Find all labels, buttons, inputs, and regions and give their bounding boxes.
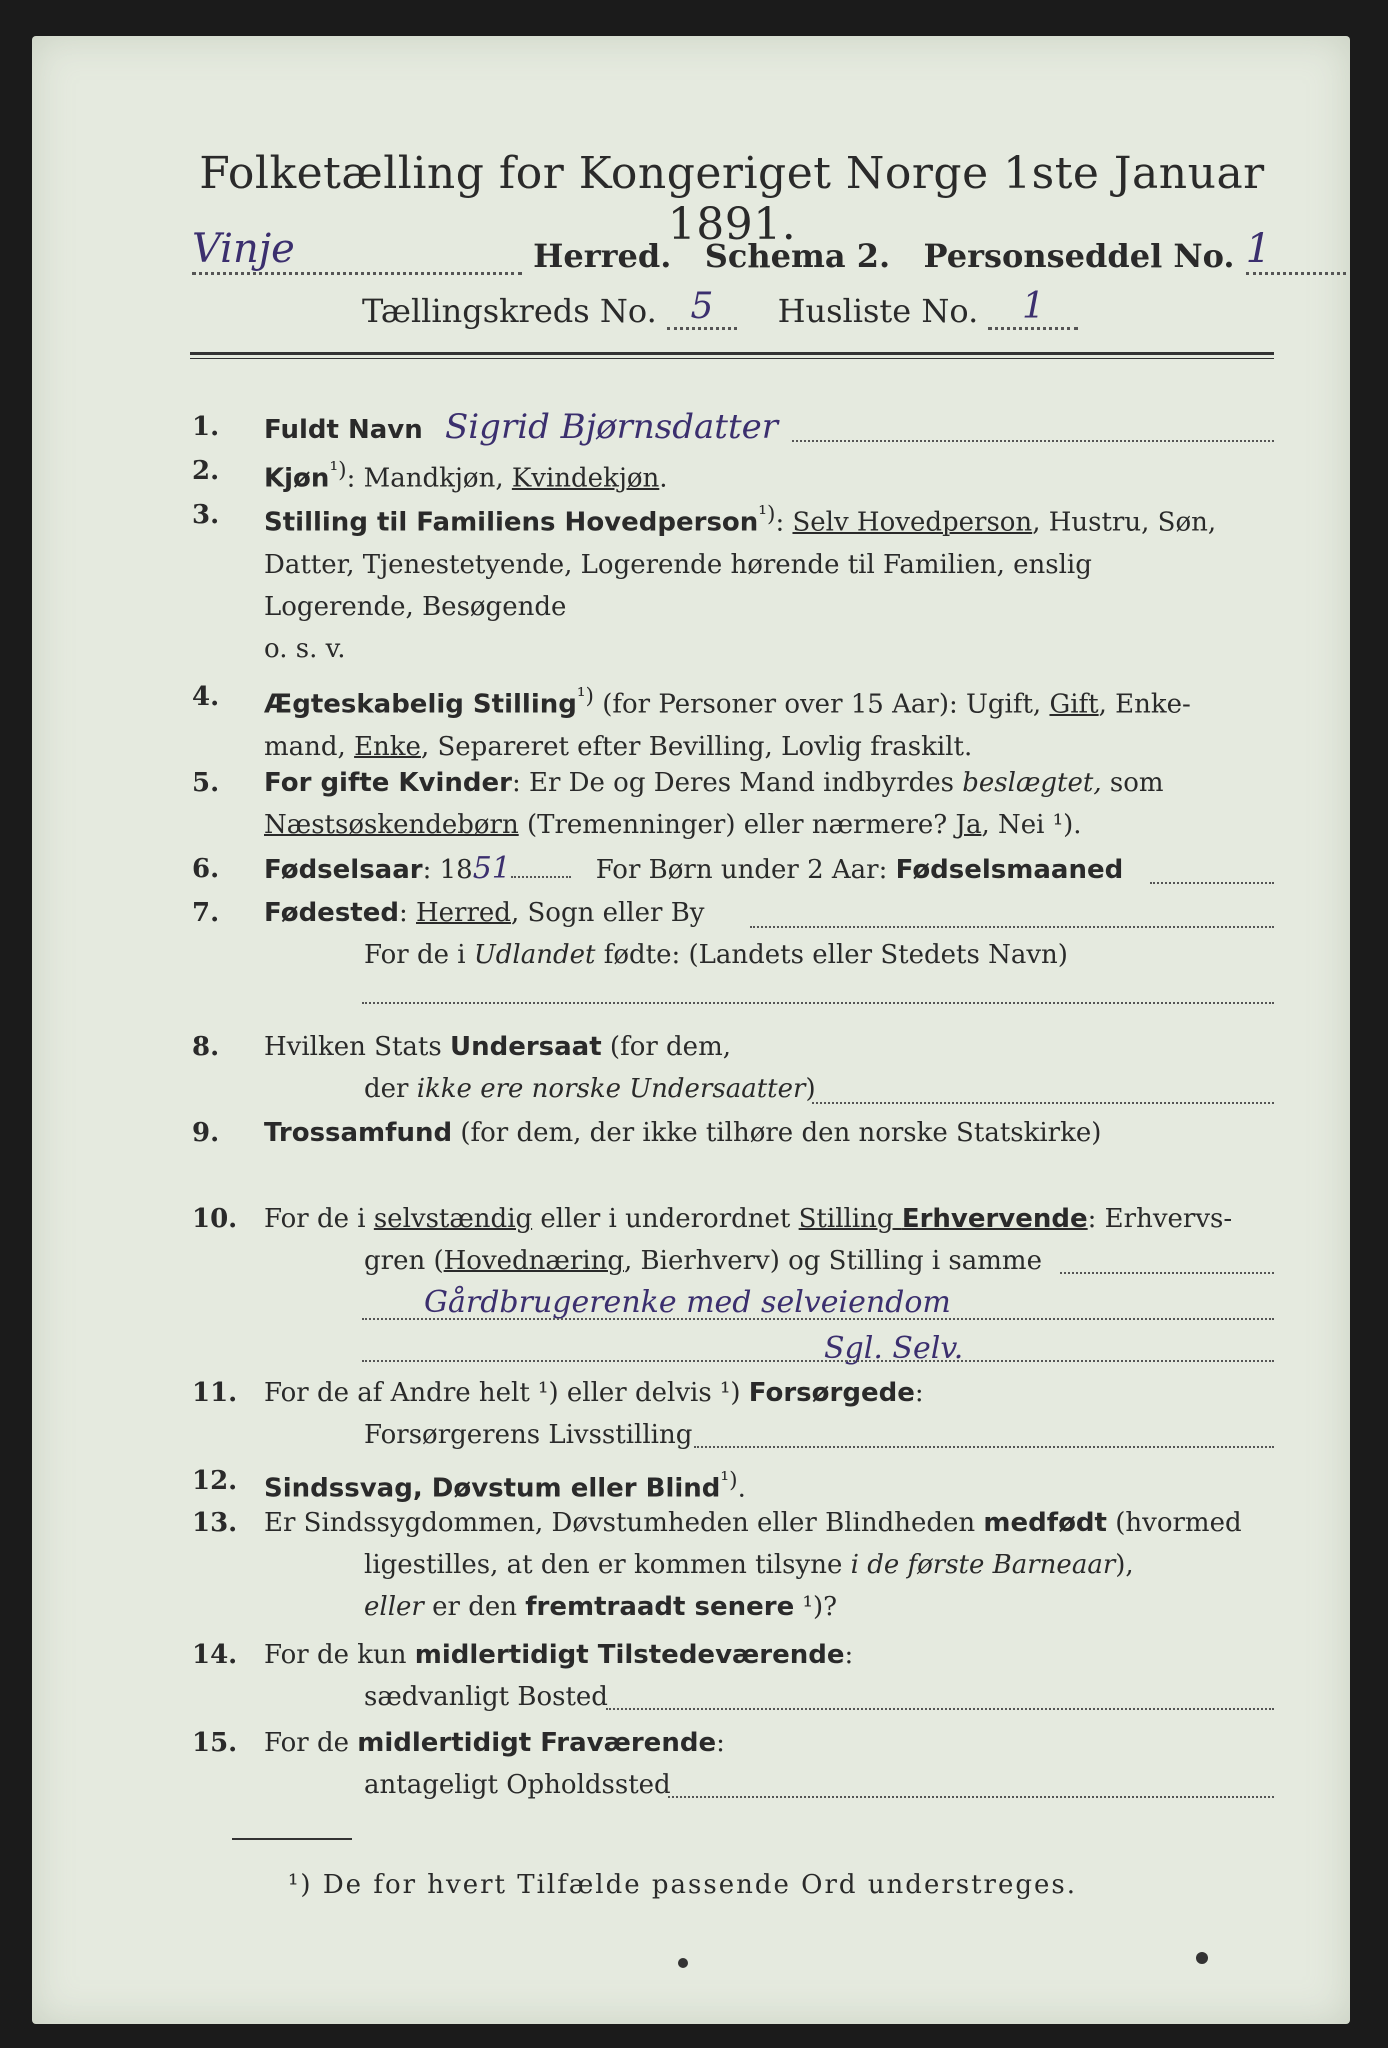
item-label: Sindssvag, Døvstum eller Blind: [264, 1473, 721, 1504]
item-text: Hvilken Stats: [264, 1032, 450, 1062]
dotted-line: [362, 1360, 1274, 1362]
footnote-ref: ¹): [329, 458, 347, 483]
item-text: For de i: [364, 940, 474, 970]
item-text: (for dem,: [601, 1032, 731, 1062]
item-9: [192, 1112, 1274, 1154]
dotted-line: [1150, 882, 1274, 884]
item-label: fremtraadt senere: [525, 1592, 795, 1622]
item-number: 1.: [192, 412, 220, 442]
item-text: .: [659, 463, 668, 494]
item-text: (for Personer over 15 Aar): Ugift,: [594, 689, 1050, 720]
item-label: midlertidigt Fraværende: [357, 1728, 717, 1758]
item-text: For de af Andre helt ¹) eller delvis ¹): [264, 1378, 749, 1408]
item-text: (Tremenninger) eller nærmere?: [518, 810, 956, 840]
item-text: :: [844, 1640, 854, 1670]
item-text: :: [398, 898, 416, 928]
header-rule: [190, 352, 1274, 359]
item-text: Er Sindssygdommen, Døvstumheden eller Blindheden: [264, 1508, 984, 1538]
item-text: .: [737, 1473, 746, 1504]
item-text: , Separeret efter Bevilling, Lovlig fraskilt.: [420, 731, 973, 762]
dotted-line: [750, 926, 1274, 928]
item-number: 8.: [192, 1032, 220, 1062]
item-label: Erhvervende: [901, 1204, 1088, 1234]
item-text: , Hustru, Søn,: [1032, 507, 1217, 538]
underlined-option: Herred: [416, 898, 511, 928]
item-text: ikke ere norske Undersaatter: [416, 1074, 806, 1104]
birth-year-value: 51: [472, 851, 511, 886]
item-text: ligestilles, at den er kommen tilsyne: [364, 1550, 851, 1580]
item-number: 13.: [192, 1508, 238, 1538]
header-row-herred: [192, 226, 1272, 275]
item-15: [192, 1722, 1274, 1806]
item-3: [192, 494, 1274, 670]
item-text: mand,: [264, 731, 355, 762]
item-text: o. s. v.: [264, 633, 346, 664]
underlined-option: Hovednæring: [443, 1246, 624, 1276]
item-text: ): [805, 1074, 816, 1104]
item-2: [192, 450, 1274, 500]
item-label: Fødselsmaaned: [895, 855, 1124, 885]
item-4: [192, 676, 1274, 768]
item-6: [192, 848, 1274, 891]
item-label: Undersaat: [449, 1032, 602, 1062]
dotted-line: [362, 1318, 1274, 1320]
item-text: , Nei ¹).: [981, 810, 1082, 840]
item-5: [192, 762, 1274, 846]
item-text: : Erhvervs-: [1087, 1204, 1233, 1234]
dotted-line: [792, 440, 1274, 442]
item-text: :: [775, 507, 793, 538]
item-text: gren (: [364, 1246, 444, 1276]
item-text: der: [364, 1074, 417, 1104]
herred-label: Herred.: [533, 237, 672, 275]
dotted-line: [1060, 1272, 1274, 1274]
item-text: sædvanligt Bosted: [364, 1682, 608, 1712]
item-text: som: [1101, 768, 1164, 798]
item-text: Logerende, Besøgende: [264, 591, 567, 622]
item-text: eller i underordnet: [532, 1204, 799, 1234]
underlined-option: selvstændig: [373, 1204, 533, 1234]
item-number: 10.: [192, 1204, 238, 1234]
item-label: Fødselsaar: [264, 855, 423, 885]
item-number: 4.: [192, 682, 220, 712]
item-10: [192, 1198, 1274, 1374]
personseddel-field: [1246, 226, 1346, 275]
item-label: Fuldt Navn: [264, 415, 423, 445]
underlined-option: Kvindekjøn: [511, 463, 660, 494]
underlined-option: Gift: [1049, 689, 1099, 720]
form-title: Folketælling for Kongeriget Norge 1ste Januar 1891.: [199, 148, 1265, 250]
item-text: : 18: [422, 855, 473, 885]
kreds-field: [667, 286, 737, 330]
footnote-ref: ¹): [758, 502, 776, 527]
item-label: Forsørgede: [748, 1378, 915, 1408]
occupation-value: Gårdbrugerenke med selveiendom: [424, 1285, 951, 1320]
item-13: [192, 1502, 1274, 1628]
item-label: For gifte Kvinder: [264, 768, 512, 798]
schema-label: Schema 2.: [704, 237, 891, 275]
item-1: [192, 406, 1274, 451]
footnote-ref: ¹): [720, 1468, 738, 1493]
item-text: : Er De og Deres Mand indbyrdes: [511, 768, 963, 798]
dotted-line: [668, 1796, 1274, 1798]
item-text: , Sogn eller By: [510, 898, 705, 928]
kreds-value: 5: [690, 286, 714, 327]
item-number: 14.: [192, 1640, 238, 1670]
item-number: 6.: [192, 854, 220, 884]
ink-spot: [678, 1958, 688, 1968]
ink-spot: [1196, 1952, 1208, 1964]
item-label: midlertidigt Tilstedeværende: [414, 1640, 845, 1670]
item-14: [192, 1634, 1274, 1718]
husliste-field: [988, 286, 1078, 330]
dotted-line: [812, 1102, 1274, 1104]
kreds-label: Tællingskreds No.: [362, 292, 657, 330]
item-text: fødte: (Landets eller Stedets Navn): [595, 940, 1068, 970]
underlined-option: Selv Hovedperson: [792, 507, 1033, 538]
dotted-line: [694, 1446, 1274, 1448]
item-text: , Bierhverv) og Stilling i samme: [624, 1246, 1042, 1276]
item-text: For de: [264, 1728, 358, 1758]
item-text: Udlandet: [473, 940, 596, 970]
item-label: Kjøn: [264, 463, 330, 494]
item-text: :: [716, 1728, 725, 1758]
item-label: medfødt: [983, 1508, 1107, 1538]
item-text: , Enke-: [1098, 689, 1191, 720]
personseddel-label: Personseddel No.: [923, 237, 1235, 275]
item-text: ¹)?: [794, 1592, 838, 1622]
item-text: (for dem, der ikke tilhøre den norske Statskirke): [452, 1118, 1102, 1148]
dotted-line: [362, 1002, 1274, 1004]
item-text: Forsørgerens Livsstilling: [364, 1420, 693, 1450]
item-text: :: [914, 1378, 924, 1408]
item-number: 7.: [192, 898, 220, 928]
dotted-line: [606, 1708, 1274, 1710]
item-text: For de i: [264, 1204, 374, 1234]
husliste-value: 1: [1021, 286, 1045, 327]
item-11: [192, 1372, 1274, 1456]
item-number: 11.: [192, 1378, 238, 1408]
item-text: er den: [423, 1592, 526, 1622]
item-8: [192, 1026, 1274, 1110]
item-number: 2.: [192, 456, 220, 486]
herred-field: [192, 226, 522, 275]
husliste-label: Husliste No.: [777, 292, 979, 330]
item-label: Ægteskabelig Stilling: [264, 689, 577, 720]
item-number: 15.: [192, 1728, 238, 1758]
header-row-kreds: [362, 286, 1078, 330]
footnote: ¹) De for hvert Tilfælde passende Ord understreges.: [288, 1870, 1078, 1900]
item-label: Trossamfund: [264, 1118, 453, 1148]
item-text: ),: [1115, 1550, 1134, 1580]
item-label: Fødested: [264, 898, 399, 928]
item-text: (hvormed: [1106, 1508, 1242, 1538]
item-number: 5.: [192, 768, 220, 798]
personseddel-value: 1: [1245, 226, 1272, 272]
item-text: eller: [364, 1592, 424, 1622]
item-number: 3.: [192, 500, 220, 530]
full-name-value: Sigrid Bjørnsdatter: [445, 407, 778, 447]
occupation-value-2: Sgl. Selv.: [824, 1331, 964, 1366]
item-number: 12.: [192, 1466, 238, 1496]
item-text: i de første Barneaar: [850, 1550, 1116, 1580]
item-text: : Mandkjøn,: [346, 463, 512, 494]
footnote-ref: ¹): [576, 684, 594, 709]
item-7: [192, 892, 1274, 976]
footnote-rule: [232, 1838, 352, 1840]
underlined-option: Enke: [354, 731, 421, 762]
item-text: For Børn under 2 Aar:: [595, 855, 896, 885]
item-number: 9.: [192, 1118, 220, 1148]
item-label: Stilling til Familiens Hovedperson: [264, 507, 759, 538]
herred-value: Vinje: [192, 226, 295, 272]
census-form: [32, 36, 1350, 2024]
item-text: Datter, Tjenestetyende, Logerende hørende til Familien, enslig: [264, 549, 1092, 580]
item-text: beslægtet,: [962, 768, 1102, 798]
underlined-option: Næstsøskendebørn: [264, 810, 519, 840]
underlined-option: Ja: [955, 810, 982, 840]
underlined-option: Stilling: [798, 1204, 894, 1234]
item-text: antageligt Opholdssted: [364, 1770, 671, 1800]
item-text: For de kun: [264, 1640, 415, 1670]
